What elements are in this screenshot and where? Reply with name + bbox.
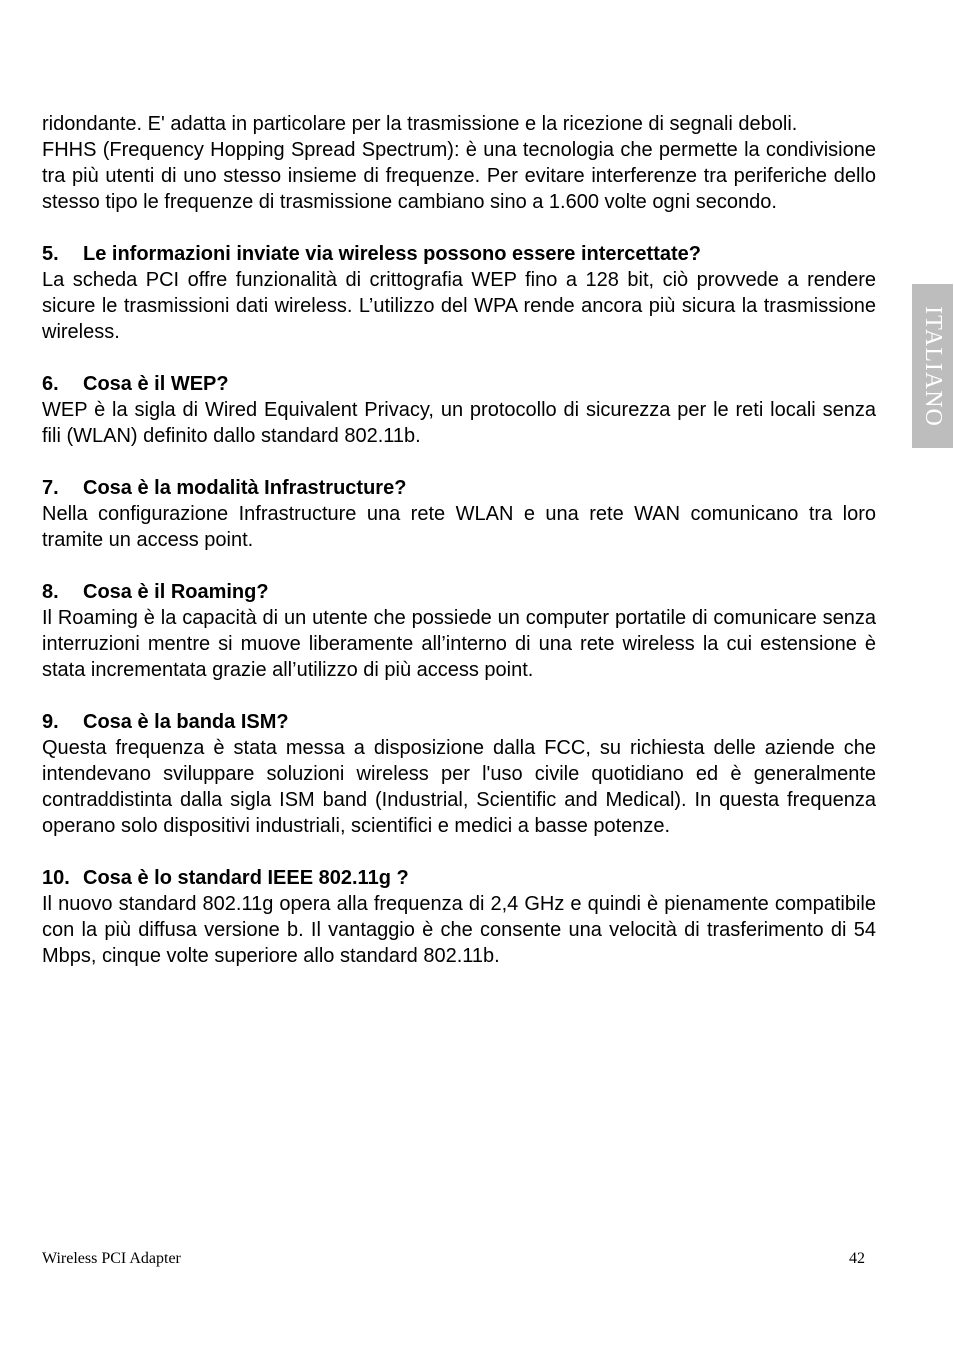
section-10-question: Cosa è lo standard IEEE 802.11g ? [83, 867, 409, 889]
section-5-question: Le informazioni inviate via wireless possono essere intercettate? [83, 243, 701, 265]
section-7-number: 7. [42, 477, 59, 499]
section-8-answer: Il Roaming è la capacità di un utente che possiede un computer portatile di comunicare senza interruzioni mentre si muove liberamente all’interno di una rete wireless la cui estensione è stata incrementata grazie all’utilizzo di più access point. [42, 607, 876, 681]
section-8-heading [42, 579, 876, 605]
section-6-question: Cosa è il WEP? [83, 373, 229, 395]
section-6-heading [42, 371, 876, 397]
footer-page-number: 42 [849, 1250, 865, 1267]
footer-title: Wireless PCI Adapter [42, 1250, 181, 1267]
section-5-heading [42, 241, 876, 267]
page-content [42, 111, 876, 969]
language-side-tab [912, 284, 953, 448]
section-10-heading [42, 865, 876, 891]
section-10-number: 10. [42, 867, 70, 889]
language-side-tab-label: ITALIANO [920, 305, 946, 427]
section-5-answer: La scheda PCI offre funzionalità di crittografia WEP fino a 128 bit, ciò provvede a rendere sicure le trasmissioni dati wireless. L’utilizzo del WPA rende ancora più sicura la trasmissione wireless. [42, 269, 876, 343]
section-9-number: 9. [42, 711, 59, 733]
section-9-question: Cosa è la banda ISM? [83, 711, 289, 733]
section-7-question: Cosa è la modalità Infrastructure? [83, 477, 407, 499]
section-10-answer: Il nuovo standard 802.11g opera alla frequenza di 2,4 GHz e quindi è pienamente compatibile con la più diffusa versione b. Il vantaggio è che consente una velocità di trasferimento di 54 Mbps, cinque volte superiore allo standard 802.11b. [42, 893, 876, 967]
section-8-number: 8. [42, 581, 59, 603]
section-7-heading [42, 475, 876, 501]
section-8-question: Cosa è il Roaming? [83, 581, 269, 603]
section-6-answer: WEP è la sigla di Wired Equivalent Privacy, un protocollo di sicurezza per le reti locali senza fili (WLAN) definito dallo standard 802.11b. [42, 399, 876, 447]
section-7-answer: Nella configurazione Infrastructure una rete WLAN e una rete WAN comunicano tra loro tramite un access point. [42, 503, 876, 551]
intro-paragraph-2: FHHS (Frequency Hopping Spread Spectrum): è una tecnologia che permette la condivisione tra più utenti di uno stesso insieme di frequenze. Per evitare interferenze tra periferiche dello stesso tipo le frequenze di trasmissione cambiano sino a 1.600 volte ogni secondo. [42, 139, 876, 213]
intro-paragraph-1: ridondante. E' adatta in particolare per la trasmissione e la ricezione di segnali deboli. [42, 113, 798, 135]
section-5-number: 5. [42, 243, 59, 265]
section-9-heading [42, 709, 876, 735]
section-9-answer: Questa frequenza è stata messa a disposizione dalla FCC, su richiesta delle aziende che intendevano sviluppare soluzioni wireless per l'uso civile quotidiano ed è generalmente contraddistinta dalla sigla ISM band (Industrial, Scientific and Medical). In questa frequenza operano solo dispositivi industriali, scientifici e medici a basse potenze. [42, 737, 876, 837]
section-6-number: 6. [42, 373, 59, 395]
